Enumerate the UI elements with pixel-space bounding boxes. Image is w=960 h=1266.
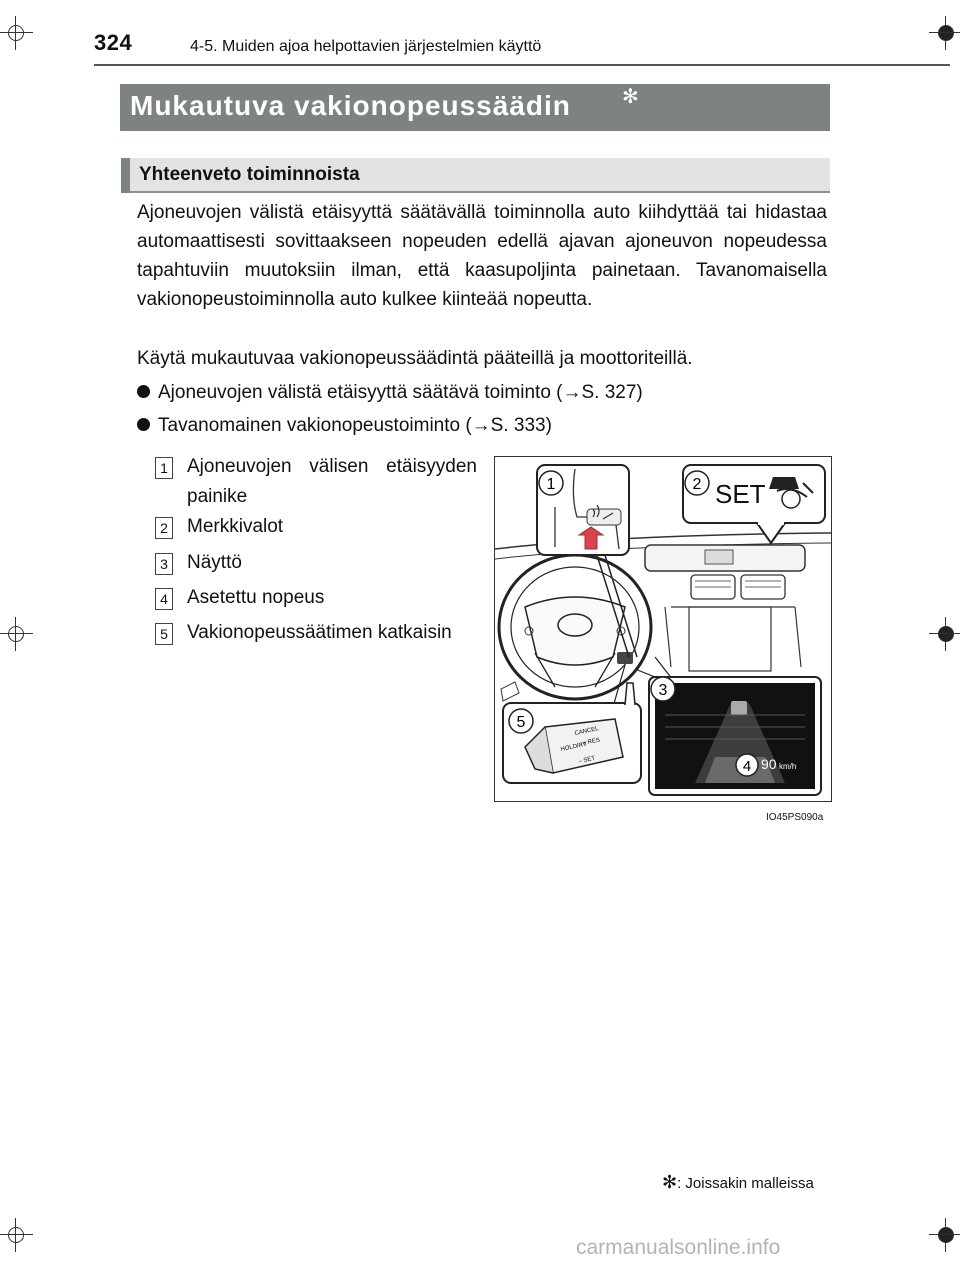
legend-number: 2 — [155, 517, 173, 539]
section-heading-tab — [121, 158, 130, 193]
legend-number: 1 — [155, 457, 173, 479]
legend-text: Vakionopeussäätimen katkaisin — [187, 622, 452, 643]
crop-mark-bottom-right — [929, 1218, 960, 1252]
usage-paragraph: Käytä mukautuvaa vakionopeussäädintä pääteillä ja moottoriteillä. — [137, 348, 693, 369]
legend-number: 4 — [155, 588, 173, 610]
bullet-text: Ajoneuvojen välistä etäisyyttä säätävä toiminto (→S. 327) — [158, 382, 643, 403]
crop-mark-mid-left — [0, 617, 33, 651]
bullet-icon — [137, 385, 150, 398]
stalk-res-label: + RES — [582, 737, 601, 747]
legend-text: Asetettu nopeus — [187, 587, 325, 608]
footnote-text: : Joissakin malleissa — [677, 1175, 814, 1192]
speed-unit: km/h — [779, 762, 797, 771]
crop-mark-mid-right — [929, 617, 960, 651]
stalk-set-label: – SET — [578, 755, 596, 765]
title-asterisk: ✻ — [622, 86, 639, 108]
car-indicator-icon — [769, 477, 799, 489]
callout-number: 3 — [658, 682, 668, 699]
legend-number: 5 — [155, 623, 173, 645]
bullet-icon — [137, 418, 150, 431]
legend-text: Näyttö — [187, 552, 242, 573]
watermark: carmanualsonline.info — [576, 1236, 781, 1259]
cockpit-illustration — [494, 456, 832, 802]
legend-text: Merkkivalot — [187, 516, 284, 537]
set-indicator: SET — [715, 479, 766, 509]
footnote — [662, 1172, 814, 1193]
section-heading: Yhteenveto toiminnoista — [139, 164, 360, 185]
footnote-asterisk: ✻ — [662, 1172, 678, 1192]
page-title: Mukautuva vakionopeussäädin — [130, 90, 571, 121]
crop-mark-top-left — [0, 16, 33, 50]
callout-number: 4 — [742, 758, 752, 775]
speed-value: 90 — [761, 756, 777, 772]
bullet-text: Tavanomainen vakionopeustoiminto (→S. 333) — [158, 415, 552, 436]
crop-mark-top-right — [929, 16, 960, 50]
intro-paragraph: Ajoneuvojen välistä etäisyyttä säätävällä toiminnolla auto kiihdyttää tai hidastaa automaattisesti sovittaakseen nopeuden edellä ajavan ajoneuvon nopeudessa tapahtuviin muutoksiin ilman, että kaasupoljinta painetaan. Tavanomaisella vakionopeustoiminnolla auto kulkee kiinteää nopeutta. — [137, 202, 827, 310]
bullet-item — [137, 411, 552, 440]
callout-number: 2 — [692, 476, 702, 493]
callout-number: 5 — [516, 714, 526, 731]
figure-code: IO45PS090a — [766, 812, 824, 823]
running-head: 4-5. Muiden ajoa helpottavien järjestelmien käyttö — [190, 38, 542, 55]
page-number: 324 — [94, 30, 133, 55]
stalk-hold-label: HOLD/RV — [560, 741, 588, 753]
stalk-cancel-label: CANCEL — [574, 726, 600, 737]
bullet-item — [137, 378, 643, 407]
legend-text: Ajoneuvojen välisen etäisyyden painike — [187, 456, 477, 507]
callout-number: 1 — [546, 476, 556, 493]
header-rule — [94, 64, 950, 66]
legend-number: 3 — [155, 553, 173, 575]
crop-mark-bottom-left — [0, 1218, 33, 1252]
